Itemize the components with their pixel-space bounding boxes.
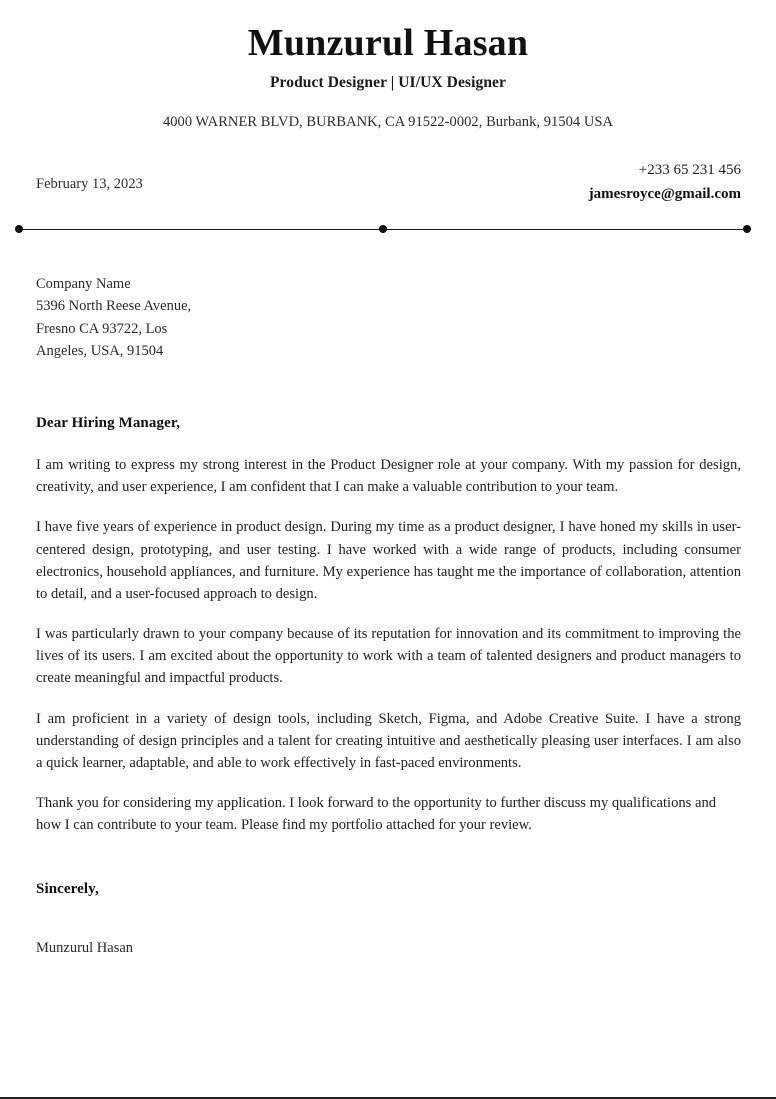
salutation: Dear Hiring Manager, bbox=[36, 414, 181, 431]
recipient-line: Angeles, USA, 91504 bbox=[36, 343, 164, 360]
recipient-address bbox=[36, 273, 741, 363]
letter-paragraph: I am writing to express my strong interest in the Product Designer role at your company. With my passion for design, creativity, and user experience, I am confident that I can make a valuable contribution to your team. bbox=[36, 456, 741, 496]
signature-name: Munzurul Hasan bbox=[36, 940, 134, 957]
contact-phone[interactable]: +233 65 231 456 bbox=[638, 161, 741, 178]
contact-email[interactable]: jamesroyce@gmail.com bbox=[588, 186, 741, 203]
divider-dot-center-icon bbox=[379, 225, 387, 233]
letter-paragraph: Thank you for considering my application. I look forward to the opportunity to further discuss my qualifications and how I can contribute to your team. Please find my portfolio attached for your review. bbox=[36, 795, 717, 834]
candidate-address: 4000 WARNER BLVD, BURBANK, CA 91522-0002, Burbank, 91504 USA bbox=[162, 113, 614, 130]
letter-date: February 13, 2023 bbox=[36, 175, 143, 192]
divider-dot-right-icon bbox=[743, 225, 751, 233]
letter-paragraph: I was particularly drawn to your company because of its reputation for innovation and its commitment to improving the lives of its users. I am excited about the opportunity to work with a team of talented designers and product managers to create meaningful and impactful products. bbox=[36, 626, 741, 687]
letter-meta-row bbox=[0, 159, 776, 206]
recipient-line: Company Name bbox=[36, 275, 131, 292]
letter-body-block bbox=[0, 273, 776, 958]
letter-paragraph: I have five years of experience in product design. During my time as a product designer, I have honed my skills in user-centered design, prototyping, and user testing. I have worked with a wide range of products, including consumer electronics, household appliances, and furniture. My experience has taught me the importance of collaboration, attention to detail, and a user-focused approach to design. bbox=[36, 519, 741, 602]
candidate-name: Munzurul Hasan bbox=[247, 22, 529, 64]
candidate-job-title: Product Designer | UI/UX Designer bbox=[269, 73, 507, 91]
recipient-line: Fresno CA 93722, Los bbox=[36, 320, 168, 337]
letter-header bbox=[0, 0, 776, 131]
recipient-line: 5396 North Reese Avenue, bbox=[36, 298, 192, 315]
divider-dot-left-icon bbox=[15, 225, 23, 233]
closing-salutation: Sincerely, bbox=[36, 881, 99, 898]
letter-paragraph: I am proficient in a variety of design tools, including Sketch, Figma, and Adobe Creative Suite. I have a strong understanding of design principles and a talent for creating intuitive and aesthetically pleasing user interfaces. I am also a quick learner, adaptable, and able to work effectively in fast-paced environments. bbox=[36, 710, 741, 771]
letter-paragraphs bbox=[36, 454, 741, 836]
header-divider bbox=[18, 224, 748, 236]
contact-block bbox=[589, 159, 741, 206]
